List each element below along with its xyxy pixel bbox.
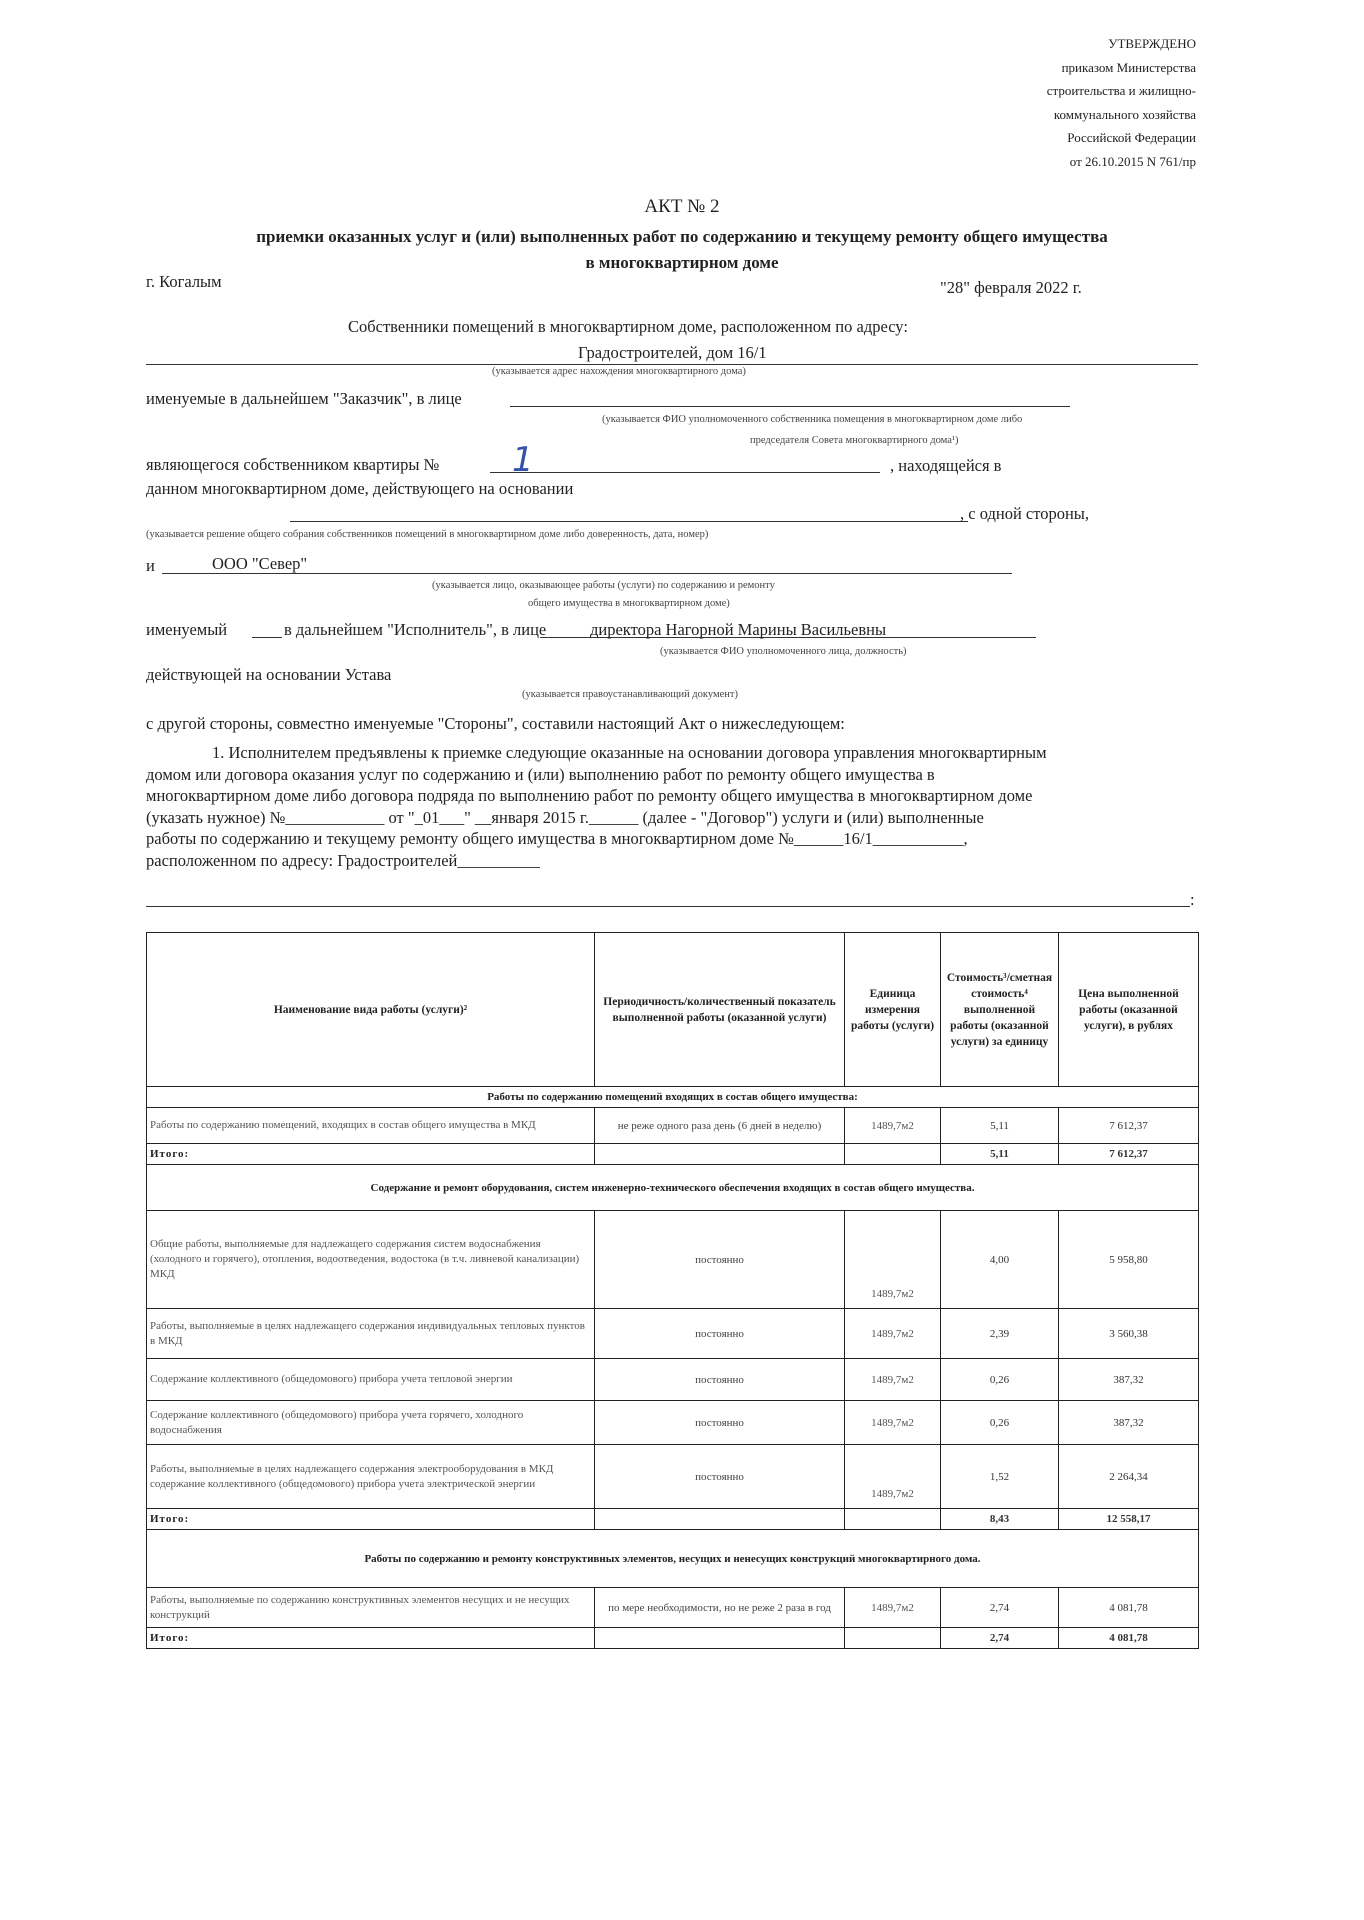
paragraph-1 bbox=[146, 742, 1198, 871]
document-subtitle bbox=[0, 224, 1364, 276]
approval-line: от 26.10.2015 N 761/пр bbox=[1069, 153, 1196, 169]
acting-basis: данном многоквартирном доме, действующего на основании bbox=[146, 479, 574, 498]
paragraph-1-line: многоквартирном доме либо договора подряда по выполнению работ по ремонту общего имущества в многоквартирном доме bbox=[146, 786, 1033, 805]
cell-unit: 1489,7м2 bbox=[845, 1211, 941, 1309]
cell-unit: 1489,7м2 bbox=[845, 1309, 941, 1359]
other-side: с другой стороны, совместно именуемые "Стороны", составили настоящий Акт о нижеследующем: bbox=[146, 714, 845, 733]
cell-cost: 1,52 bbox=[941, 1445, 1059, 1509]
cell-cost: 2,39 bbox=[941, 1309, 1059, 1359]
basis-underline bbox=[290, 521, 968, 522]
approval-line: Российской Федерации bbox=[1067, 130, 1196, 145]
cell-price: 7 612,37 bbox=[1059, 1108, 1199, 1144]
cell-price: 387,32 bbox=[1059, 1401, 1199, 1445]
header-unit: Единица измерения работы (услуги) bbox=[845, 933, 941, 1087]
cell-price: 3 560,38 bbox=[1059, 1309, 1199, 1359]
address-colon: : bbox=[1190, 890, 1195, 909]
cell-period: постоянно bbox=[595, 1359, 845, 1401]
customer-underline bbox=[510, 406, 1070, 407]
total-label: Итого: bbox=[147, 1509, 595, 1530]
apartment-underline bbox=[490, 472, 880, 473]
cell-period: постоянно bbox=[595, 1309, 845, 1359]
table-row bbox=[147, 1588, 1199, 1628]
executor-line: в дальнейшем "Исполнитель", в лице bbox=[284, 620, 547, 639]
executor-note: (указывается ФИО уполномоченного лица, должность) bbox=[660, 646, 907, 657]
table-row bbox=[147, 1445, 1199, 1509]
address-continuation-line bbox=[146, 906, 1190, 907]
table-row bbox=[147, 1211, 1199, 1309]
document-title: АКТ № 2 bbox=[644, 196, 720, 217]
total-row bbox=[147, 1628, 1199, 1649]
total-price: 4 081,78 bbox=[1059, 1628, 1199, 1649]
paragraph-1-line: расположенном по адресу: Градостроителей__________ bbox=[146, 850, 540, 870]
total-price: 12 558,17 bbox=[1059, 1509, 1199, 1530]
paragraph-1-line: работы по содержанию и текущему ремонту общего имущества в многоквартирном доме №______16/1___________, bbox=[146, 829, 968, 848]
cell-name: Содержание коллективного (общедомового) прибора учета горячего, холодного водоснабжения bbox=[147, 1401, 595, 1445]
works-table bbox=[146, 932, 1199, 1649]
header-name: Наименование вида работы (услуги)² bbox=[147, 933, 595, 1087]
cell-unit: 1489,7м2 bbox=[845, 1445, 941, 1509]
cell-cost: 0,26 bbox=[941, 1401, 1059, 1445]
header-period: Периодичность/количественный показатель выполненной работы (оказанной услуги) bbox=[595, 933, 845, 1087]
cell-period: по мере необходимости, но не реже 2 раза в год bbox=[595, 1588, 845, 1628]
cell-cost: 2,74 bbox=[941, 1588, 1059, 1628]
cell-period: постоянно bbox=[595, 1445, 845, 1509]
total-cost: 5,11 bbox=[941, 1144, 1059, 1165]
cell-unit: 1489,7м2 bbox=[845, 1359, 941, 1401]
customer-line: именуемые в дальнейшем "Заказчик", в лице bbox=[146, 389, 462, 408]
cell-unit: 1489,7м2 bbox=[845, 1108, 941, 1144]
cell-unit: 1489,7м2 bbox=[845, 1588, 941, 1628]
contractor-note-2: общего имущества в многоквартирном доме) bbox=[528, 598, 730, 609]
executor-blank bbox=[252, 637, 282, 638]
section-header: Работы по содержанию помещений входящих в состав общего имущества: bbox=[147, 1087, 1199, 1108]
paragraph-1-line: 1. Исполнителем предъявлены к приемке следующие оказанные на основании договора управления многоквартирным bbox=[212, 743, 1047, 762]
cell-name: Работы, выполняемые в целях надлежащего содержания индивидуальных тепловых пунктов в МКД bbox=[147, 1309, 595, 1359]
cell-cost: 0,26 bbox=[941, 1359, 1059, 1401]
approval-line: УТВЕРЖДЕНО bbox=[1108, 36, 1196, 51]
section-header: Работы по содержанию и ремонту конструктивных элементов, несущих и ненесущих конструкций многоквартирного дома. bbox=[147, 1530, 1199, 1588]
paragraph-1-line: (указать нужное) №____________ от "_01___" __января 2015 г.______ (далее - "Договор") услуги и (или) выполненные bbox=[146, 807, 984, 827]
cell-period: постоянно bbox=[595, 1211, 845, 1309]
approval-block bbox=[1047, 32, 1196, 173]
address: Градостроителей, дом 16/1 bbox=[578, 343, 767, 362]
cell-price: 5 958,80 bbox=[1059, 1211, 1199, 1309]
document-date: "28" февраля 2022 г. bbox=[940, 278, 1082, 297]
cell-unit: 1489,7м2 bbox=[845, 1401, 941, 1445]
executor-person: директора Нагорной Марины Васильевны bbox=[590, 620, 887, 639]
subtitle-line-2: в многоквартирном доме bbox=[585, 253, 779, 272]
total-price: 7 612,37 bbox=[1059, 1144, 1199, 1165]
table-row bbox=[147, 1309, 1199, 1359]
table-header-row bbox=[147, 933, 1199, 1087]
cell-period: не реже одного раза день (6 дней в неделю) bbox=[595, 1108, 845, 1144]
total-label: Итого: bbox=[147, 1144, 595, 1165]
cell-name: Содержание коллективного (общедомового) прибора учета тепловой энергии bbox=[147, 1359, 595, 1401]
table-row bbox=[147, 1401, 1199, 1445]
section-header: Содержание и ремонт оборудования, систем инженерно-технического обеспечения входящих в состав общего имущества. bbox=[147, 1165, 1199, 1211]
total-row bbox=[147, 1144, 1199, 1165]
contractor-note-1: (указывается лицо, оказывающее работы (услуги) по содержанию и ремонту bbox=[432, 580, 775, 591]
owners-line: Собственники помещений в многоквартирном доме, расположенном по адресу: bbox=[348, 317, 908, 336]
total-row bbox=[147, 1509, 1199, 1530]
contractor-name: ООО "Север" bbox=[212, 554, 308, 573]
approval-line: строительства и жилищно- bbox=[1046, 83, 1196, 98]
cell-cost: 5,11 bbox=[941, 1108, 1059, 1144]
header-price: Цена выполненной работы (оказанной услуги), в рублях bbox=[1059, 933, 1199, 1087]
cell-name: Работы, выполняемые в целях надлежащего содержания электрооборудования в МКД содержание коллективного (общедомового) прибора учета электрической энергии bbox=[147, 1445, 595, 1509]
cell-price: 2 264,34 bbox=[1059, 1445, 1199, 1509]
total-label: Итого: bbox=[147, 1628, 595, 1649]
acting-charter: действующей на основании Устава bbox=[146, 665, 392, 684]
cell-price: 387,32 bbox=[1059, 1359, 1199, 1401]
subtitle-line-1: приемки оказанных услуг и (или) выполненных работ по содержанию и текущему ремонту общего имущества bbox=[256, 227, 1108, 246]
table-row bbox=[147, 1359, 1199, 1401]
header-cost: Стоимость³/сметная стоимость⁴ выполненной работы (оказанной услуги) за единицу bbox=[941, 933, 1059, 1087]
total-cost: 8,43 bbox=[941, 1509, 1059, 1530]
paragraph-1-line: домом или договора оказания услуг по содержанию и (или) выполнению работ по ремонту общего имущества в bbox=[146, 764, 935, 784]
owner-apartment: являющегося собственником квартиры № bbox=[146, 455, 440, 474]
approval-line: приказом Министерства bbox=[1061, 59, 1196, 75]
approval-line: коммунального хозяйства bbox=[1053, 106, 1196, 122]
and-label: и bbox=[146, 556, 155, 575]
address-note: (указывается адрес нахождения многоквартирного дома) bbox=[492, 366, 746, 377]
one-side: , с одной стороны, bbox=[960, 504, 1090, 523]
cell-name: Общие работы, выполняемые для надлежащего содержания систем водоснабжения (холодного и горячего), отопления, водоотведения, водостока (в т.ч. ливневой канализации) МКД bbox=[147, 1211, 595, 1309]
customer-note-2: председателя Совета многоквартирного дома¹) bbox=[750, 435, 959, 446]
customer-note-1: (указывается ФИО уполномоченного собственника помещения в многоквартирном доме либо bbox=[602, 414, 1023, 425]
cell-cost: 4,00 bbox=[941, 1211, 1059, 1309]
decision-note: (указывается решение общего собрания собственников помещений в многоквартирном доме либо доверенность, дата, номер) bbox=[146, 529, 709, 540]
cell-name: Работы по содержанию помещений, входящих в состав общего имущества в МКД bbox=[147, 1108, 595, 1144]
total-cost: 2,74 bbox=[941, 1628, 1059, 1649]
charter-note: (указывается правоустанавливающий документ) bbox=[522, 689, 738, 700]
city: г. Когалым bbox=[146, 272, 222, 291]
apartment-number-handwritten: 1 bbox=[512, 440, 534, 480]
table-row bbox=[147, 1108, 1199, 1144]
cell-price: 4 081,78 bbox=[1059, 1588, 1199, 1628]
cell-name: Работы, выполняемые по содержанию конструктивных элементов несущих и не несущих конструкций bbox=[147, 1588, 595, 1628]
cell-period: постоянно bbox=[595, 1401, 845, 1445]
executor-label: именуемый bbox=[146, 620, 228, 639]
address-underline bbox=[146, 364, 1198, 365]
located-in: , находящейся в bbox=[890, 456, 1002, 475]
